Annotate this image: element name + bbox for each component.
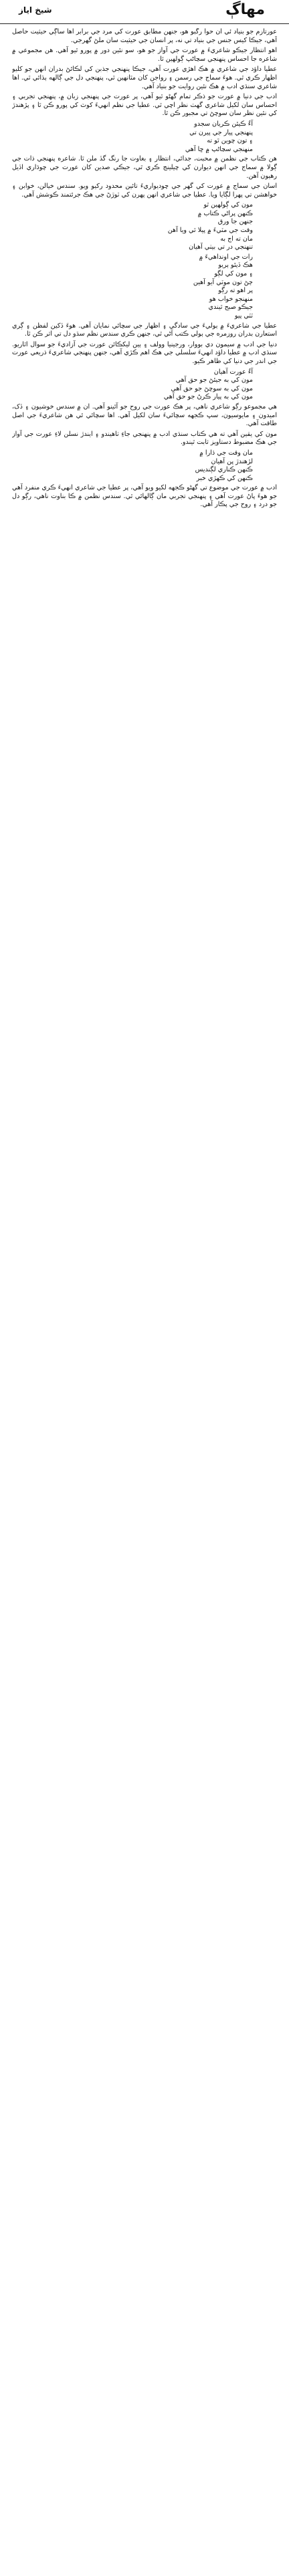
- paragraph: هن ڪتاب جي نظمن ۾ محبت، جدائي، انتظار ۽ بغاوت جا رنگ گڏ ملن ٿا. شاعره پنهنجي ذات جي ڳولا ۾ سماج جي انهن ديوارن کي چيلينج ڪري ٿي، جيڪي صدين کان عورت جي چوڌاري اڏيل رهيون آهن.: [12, 155, 277, 180]
- verse-block: [12, 449, 277, 483]
- verse-line: جنهن جا ورق: [217, 218, 253, 226]
- verse-line: ۽ تون چوين ٿو ته: [207, 137, 253, 145]
- verse-line: ڄڻ تون موٽي آيو آهين: [193, 278, 253, 286]
- verse-line: مون کي به جيئڻ جو حق آهي: [175, 376, 253, 384]
- paragraph: اهو انتظار جيڪو شاعريءَ ۾ عورت جي آواز جو هو، سو نئين دور ۾ پورو ٿيو آهي. هن مجموعي ۾ شاعره جا احساس پنهنجي سڃاڻپ ڳولهين ٿا.: [12, 47, 277, 63]
- verse-line: منهنجي سڃاڻپ ۾ ڇا آهي: [185, 145, 253, 153]
- verse-line: مون کي به سوچڻ جو حق آهي: [171, 384, 253, 392]
- verse-line: مون کي به پيار ڪرڻ جو حق آهي: [163, 393, 253, 401]
- verse-line: آءٌ ڪيئن ڪريان سجدو: [194, 120, 253, 128]
- verse-line: آءٌ عورت آهيان: [213, 368, 253, 376]
- verse-line: هڪ ڏيئو ٻريو: [218, 261, 253, 269]
- paragraph: مون کي يقين آهي ته هي ڪتاب سنڌي ادب ۾ پنهنجي جاءِ ٺاهيندو ۽ ايندڙ نسلن لاءِ عورت جي آواز جي هڪ مضبوط دستاويز ثابت ٿيندو.: [12, 430, 277, 447]
- verse-line: تنهنجي در تي بيٺي آهيان: [189, 243, 253, 251]
- verse-block: [12, 120, 277, 154]
- verse-line: ڪنهن کي ڪهڙي خبر: [196, 474, 253, 482]
- verse-line: پنهنجي پيار جي پيرن تي: [189, 128, 253, 136]
- verse-line: مان ته اڄ به: [220, 235, 253, 243]
- paragraph: هي مجموعو رڳو شاعري ناهي، پر هڪ عورت جي روح جو آئينو آهي. ان ۾ سندس خوشيون ۽ ڏک، اميدون ۽ مايوسيون، سڀ ڪجهه سچائيءَ سان لکيل آهي. اها سچائي ئي هن شاعريءَ جي اصل طاقت آهي.: [12, 402, 277, 428]
- verse-line: پر اهو ته رڳو: [218, 287, 253, 295]
- verse-line: لڙهندڙ پن آهيان: [211, 457, 253, 465]
- author-name: شيخ اياز: [19, 5, 52, 15]
- verse-line: ڪنهن ڪناري لڳنديس: [195, 466, 253, 474]
- verse-line: جيڪو صبح ٿيندي: [208, 304, 253, 312]
- paragraph: عطيا جي شاعريءَ ۾ ٻوليءَ جي سادگي ۽ اظهار جي سچائي نمايان آهي. هوءَ ڏکين لفظن ۽ ڳري استعارن بدران روزمره جي ٻولي ڪتب آڻي ٿي، جنهن ڪري سندس نظم سڌو دل تي اثر ڪن ٿا.: [12, 322, 277, 338]
- paragraph: عورتازم جو بنياد ئي ان حوا رگبو هو، جنهن مطابق عورت کي مرد جي برابر اها ساڳي حيثيت حاصل آهي، جيڪا کيس جنس جي بنياد تي نه، پر انسان جي حيثيت سان ملڻ گهرجي.: [12, 28, 277, 44]
- verse-line: رات جي اونداهيءَ ۾: [199, 253, 253, 261]
- verse-line: منهنجو خواب هو: [209, 295, 253, 303]
- verse-line: ٽٽي پيو: [234, 312, 253, 320]
- verse-line: مان وقت جي ڌارا ۾: [199, 449, 253, 457]
- verse-line: مون کي ڳولهين ٿو: [203, 201, 253, 209]
- verse-line: وقت جي مٽيءَ ۾ پيلا ٿي ويا آهن: [167, 227, 253, 235]
- verse-line: ڪنهن پراڻي ڪتاب ۾: [197, 209, 253, 217]
- paragraph: عطيا داؤد جي شاعري ۾ هڪ اهڙي عورت آهي، جيڪا پنهنجي جذبن کي لڪائڻ بدران انهن جو کليو اظهار ڪري ٿي. هوءَ سماج جي رسمن ۽ رواجن کان مٿانهين ٿي، پنهنجي دل جي ڳالهه ٻڌائي ٿي. اها شاعري سنڌي ادب ۾ هڪ نئين روايت جو بنياد آهي.: [12, 66, 277, 90]
- verse-block: [12, 253, 277, 321]
- page-header: [0, 0, 289, 24]
- page-title: مهاڳ: [225, 1, 265, 18]
- paragraph: دنيا جي ادب ۾ سيمون دي بووار، ورجينيا وولف ۽ ٻين ليکڪائن عورت جي آزاديءَ جو سوال اٿاريو. سنڌي ادب ۾ عطيا داؤد انهيءَ سلسلي جي هڪ اهم ڪڙي آهي، جنهن پنهنجي شاعريءَ ذريعي عورت جي اندر جي دنيا کي ظاهر ڪيو.: [12, 340, 277, 365]
- verse-block: [12, 201, 277, 252]
- verse-line: ۽ مون کي لڳو: [214, 270, 253, 278]
- paragraph: اسان جي سماج ۾ عورت کي گهر جي چوديواريءَ تائين محدود رکيو ويو. سندس خيالن، خوابن ۽ خواهشن تي پهرا لڳايا ويا. عطيا جي شاعري انهن پهرن کي ٽوڙڻ جي هڪ جرئتمند ڪوشش آهي.: [12, 183, 277, 199]
- paragraph: ادب ۾ عورت جي موضوع تي گهڻو ڪجهه لکيو ويو آهي، پر عطيا جي شاعري انهيءَ ڪري منفرد آهي جو هوءَ پاڻ عورت آهي ۽ پنهنجي تجربي مان ڳالهائي ٿي. سندس نظمن ۾ ڪا بناوت ناهي، رڳو دل جو درد ۽ روح جي پڪار آهي.: [12, 484, 277, 509]
- verse-block: [12, 368, 277, 402]
- paragraph: ادب جي دنيا ۾ عورت جو ذڪر تمام گهڻو ٿيو آهي، پر عورت جي پنهنجي زبان ۾، پنهنجي تجربي ۽ احساس سان لکيل شاعري گهٽ نظر اچي ٿي. عطيا جي نظم انهيءَ کوٽ کي پورو ڪن ٿا ۽ پڙهندڙ کي نئين نظر سان سوچڻ تي مجبور ڪن ٿا.: [12, 93, 277, 118]
- article-body: [12, 28, 277, 2571]
